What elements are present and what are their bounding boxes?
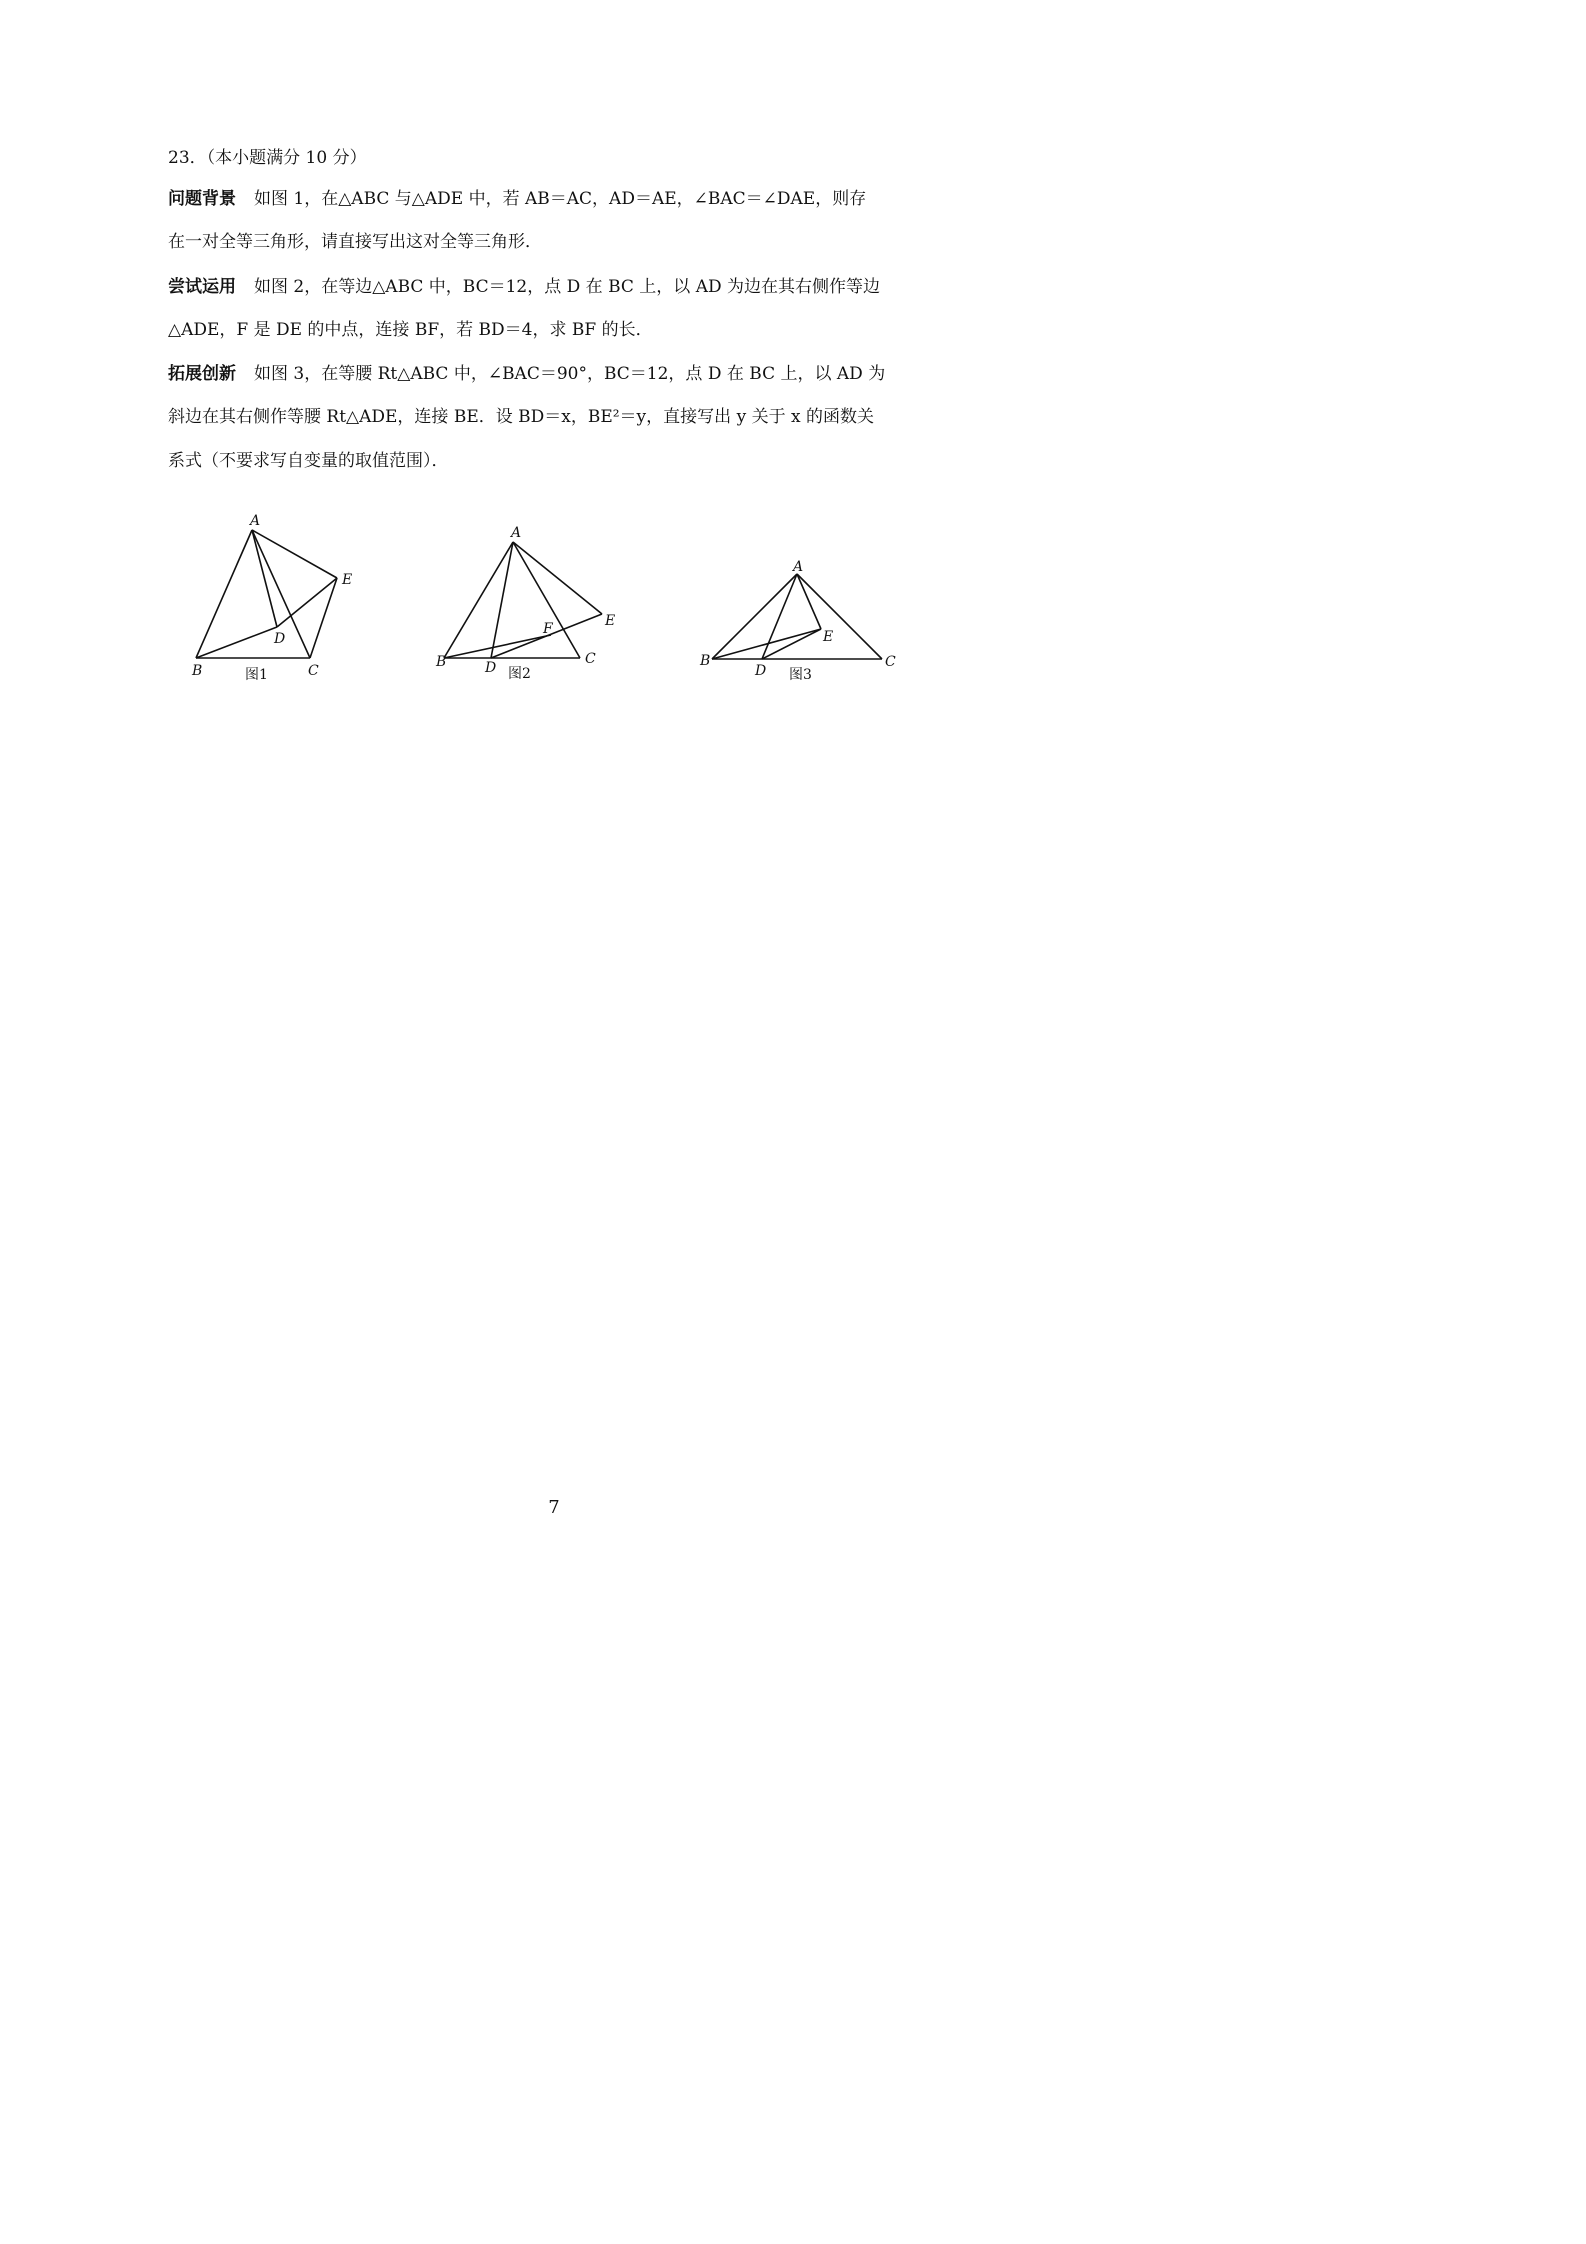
fig3-seg-de [762,629,821,659]
part2-text1: 如图 2，在等边△ABC 中，BC＝12，点 D 在 BC 上，以 AD 为边在其右侧作等边 [254,277,881,297]
fig3-seg-be [712,629,821,659]
fig3-seg-ab [712,574,797,659]
fig1-seg-ab [196,530,252,658]
fig3-label-e: E [823,629,834,645]
fig1-label-e: E [342,572,353,588]
part1-label: 问题背景 [168,189,236,209]
fig1-label-a: A [250,513,261,529]
part2-label: 尝试运用 [168,277,236,297]
part1-line1 [168,187,866,211]
fig2-label-a: A [511,525,522,541]
fig3-label-c: C [885,654,896,670]
fig1-label-c: C [308,663,319,679]
fig3-label-d: D [755,663,767,679]
fig3-label-a: A [793,559,804,575]
figure-3 [690,555,910,690]
part2-line1 [168,275,880,299]
fig3-label-b: B [700,653,711,669]
fig1-seg-ae [252,530,337,578]
fig2-label-f: F [543,621,553,637]
part3-label: 拓展创新 [168,364,236,384]
fig3-seg-ac [797,574,882,659]
part3-text1: 如图 3，在等腰 Rt△ABC 中，∠BAC＝90°，BC＝12，点 D 在 BC 上，以 AD 为 [254,364,886,384]
page-number: 7 [548,1497,560,1518]
fig3-caption: 图3 [789,667,812,683]
part3-line3: 系式（不要求写自变量的取值范围）． [168,451,449,471]
fig2-seg-bf [444,635,551,658]
fig2-label-e: E [605,613,616,629]
fig2-label-d: D [485,660,497,676]
part1-line2: 在一对全等三角形，请直接写出这对全等三角形． [168,232,542,252]
fig2-label-b: B [436,654,447,670]
fig2-caption: 图2 [508,666,531,682]
problem-header: 23．（本小题满分 10 分） [168,148,367,168]
fig1-label-b: B [192,663,203,679]
fig1-caption: 图1 [245,667,268,683]
figure-1 [180,505,370,690]
fig3-seg-ad [762,574,797,659]
part3-line1 [168,362,885,386]
part1-text1: 如图 1，在△ABC 与△ADE 中，若 AB＝AC，AD＝AE，∠BAC＝∠DAE，则存 [254,189,867,209]
part3-line2: 斜边在其右侧作等腰 Rt△ADE，连接 BE．设 BD＝x，BE²＝y，直接写出 y 关于 x 的函数关 [168,407,874,427]
figure-2 [430,515,630,690]
fig2-label-c: C [585,651,596,667]
part2-line2: △ADE，F 是 DE 的中点，连接 BF，若 BD＝4，求 BF 的长． [168,320,653,340]
fig1-label-d: D [274,631,286,647]
fig2-seg-ae [513,542,602,614]
fig3-seg-ae [797,574,821,629]
